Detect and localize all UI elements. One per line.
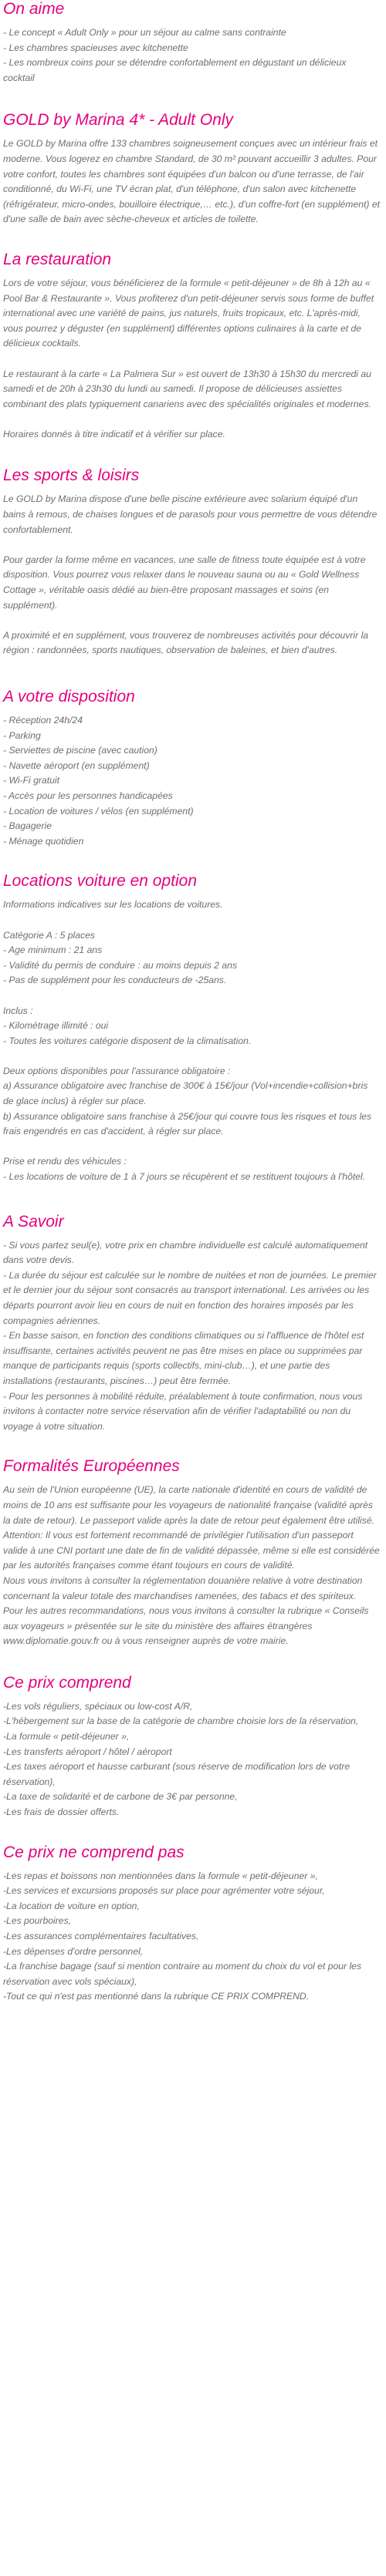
- text-line: A proximité et en supplément, vous trouverez de nombreuses activités pour découvrir la région : randonnées, sports nautiques, observation de baleines, et bien d'autres.: [3, 629, 369, 656]
- section-title: A Savoir: [3, 1212, 64, 1231]
- section-title: A votre disposition: [3, 688, 135, 705]
- section-title: On aime: [3, 0, 65, 18]
- list-item: - Pour les personnes à mobilité réduite, préalablement à toute confirmation, nous vous invitons à contacter notre service réservation afin de vérifier l'adaptabilité ou non du voyage à votre situation.: [3, 1390, 363, 1432]
- text-line: Au sein de l'Union européenne (UE), la carte nationale d'identité en cours de validité de moins de 10 ans est suffisante pour les voyageurs de nationalité française (validité après la date de retour). Le passeport valide après la date de retour peut également être utilisé.: [3, 1484, 375, 1526]
- section-ce-prix-ne-comprend-pas: [3, 1844, 380, 2005]
- paragraph-gap: [3, 1140, 380, 1155]
- text-line: Prise et rendu des véhicules :: [3, 1156, 127, 1167]
- section-formalites-europeennes: [3, 1457, 380, 1649]
- section-on-aime: [3, 0, 380, 86]
- paragraph-gap: [3, 613, 380, 628]
- list-item: -Les assurances complémentaires facultatives,: [3, 1931, 199, 1941]
- paragraph-gap: [3, 1049, 380, 1064]
- paragraph-gap: [3, 913, 380, 928]
- list-item: -Les pourboires,: [3, 1915, 72, 1927]
- section-title: Ce prix comprend: [3, 1673, 131, 1692]
- paragraph-gap: [3, 352, 380, 367]
- text-line: - Les chambres spacieuses avec kitchenette: [3, 42, 188, 53]
- list-item: -La location de voiture en option,: [3, 1900, 140, 1911]
- list-item: - Age minimum : 21 ans: [3, 945, 103, 956]
- section-title: Les sports & loisirs: [3, 466, 140, 485]
- section-ce-prix-comprend: [3, 1674, 380, 1820]
- section-title: La restauration: [3, 250, 112, 268]
- list-item: -Les frais de dossier offerts.: [3, 1807, 120, 1818]
- list-item: - Validité du permis de conduire : au moins depuis 2 ans: [3, 959, 238, 971]
- text-line: Le restaurant à la carte « La Palmera Sur » est ouvert de 13h30 à 15h30 du mercredi au samedi et de 20h à 23h30 du lundi au samedi. Il propose de délicieuses assiettes combinant des plats typiquement canariens avec des spécialités originales et modernes.: [3, 368, 371, 409]
- text-line: Le GOLD by Marina offre 133 chambres soigneusement conçues avec un intérieur frais et moderne. Vous logerez en chambre Standard, de 30 m² pouvant accueillir 3 adultes. Pour votre confort, toutes les chambres sont équipées d'un balcon ou d'une terrasse, de l'air conditionné, du Wi-Fi, une TV écran plat, d'un téléphone, d'un salon avec kitchenette (réfrigérateur, micro-ondes, bouilloire électrique,… etc.), d'un coffre-fort (en supplément) et d'une salle de bain avec sèche-cheveux et articles de toilette.: [3, 138, 381, 225]
- list-item: a) Assurance obligatoire avec franchise de 300€ à 15€/jour (Vol+incendie+collision+bris de glace inclus) à régler sur place.: [3, 1080, 368, 1107]
- list-item: - Navette aéroport (en supplément): [3, 759, 150, 771]
- text-line: Deux options disponibles pour l'assurance obligatoire :: [3, 1065, 231, 1076]
- list-item: -La formule « petit-déjeuner »,: [3, 1731, 130, 1743]
- list-item: -Les taxes aéroport et hausse carburant (sous réserve de modification lors de votre réservation),: [3, 1761, 350, 1787]
- text-line: Pour les autres recommandations, nous vous invitons à consulter la rubrique « Conseils aux voyageurs » présentée sur le site du ministère des affaires étrangères www.diplomatie.gouv.fr ou à vous renseigner auprès de votre mairie.: [3, 1605, 369, 1647]
- list-item: - Si vous partez seul(e), votre prix en chambre individuelle est calculé automatiquement dans votre devis.: [3, 1239, 368, 1266]
- list-item: -La taxe de solidarité et de carbone de 3€ par personne,: [3, 1791, 238, 1803]
- list-item: - La durée du séjour est calculée sur le nombre de nuitées et non de journées. Le premier et le dernier jour du séjour sont consacrés au transport international. Les arrivées ou les départs pourront avoir lieu en cours de nuit en fonction des horaires imposés par les compagnies aériennes.: [3, 1269, 377, 1326]
- list-item: - Bagagerie: [3, 820, 52, 832]
- text-line: - Le concept « Adult Only » pour un séjour au calme sans contrainte: [3, 27, 286, 38]
- list-item: - Wi-Fi gratuit: [3, 775, 60, 786]
- list-item: -Les transferts aéroport / hôtel / aéroport: [3, 1746, 172, 1757]
- list-item: -La franchise bagage (sauf si mention contraire au moment du choix du vol et pour les réservation avec vols spéciaux),: [3, 1961, 362, 1987]
- text-line: Le GOLD by Marina dispose d'une belle piscine extérieure avec solarium équipé d'un bains à remous, de chaises longues et de parasols pour vous permettre de vous détendre confortablement.: [3, 493, 378, 535]
- section-title: GOLD by Marina 4* - Adult Only: [3, 111, 233, 130]
- text-line: Horaires donnés à titre indicatif et à vérifier sur place.: [3, 428, 225, 439]
- section-restauration: [3, 251, 380, 443]
- list-item: -Les dépenses d'ordre personnel,: [3, 1945, 144, 1957]
- section-a-votre-disposition: [3, 688, 380, 849]
- list-item: -Tout ce qui n'est pas mentionné dans la rubrique CE PRIX COMPREND.: [3, 1991, 310, 2002]
- text-line: - Les nombreux coins pour se détendre confortablement en dégustant un délicieux cocktail: [3, 57, 347, 83]
- paragraph-gap: [3, 988, 380, 1004]
- list-item: -Les repas et boissons non mentionnées dans la formule « petit-déjeuner »,: [3, 1870, 318, 1881]
- list-item: - Serviettes de piscine (avec caution): [3, 745, 157, 756]
- text-line: Attention: Il vous est fortement recommandé de privilégier l'utilisation d'un passeport valide à une CNI portant une date de fin de validité dépassée, même si elle est considérée par les autorités françaises comme étant toujours en cours de validité.: [3, 1530, 380, 1571]
- list-item: -L'hébergement sur la base de la catégorie de chambre choisie lors de la réservation,: [3, 1716, 359, 1727]
- section-title: Locations voiture en option: [3, 872, 198, 891]
- list-item: b) Assurance obligatoire sans franchise à 25€/jour qui couvre tous les risques et tous les frais engendrés en cas d'accident, à régler sur place.: [3, 1110, 372, 1137]
- section-title: Ce prix ne comprend pas: [3, 1843, 185, 1861]
- text-line: Pour garder la forme même en vacances, une salle de fitness toute équipée est à votre disposition. Vous pourrez vous relaxer dans le nouveau sauna ou au « Gold Wellness Cottage », véritable oasis dédié au bien-être proposant massages et soins (en supplément).: [3, 554, 366, 611]
- list-item: -Les services et excursions proposés sur place pour agrémenter votre séjour,: [3, 1885, 325, 1897]
- text-line: Catégorie A : 5 places: [3, 929, 96, 941]
- list-item: - En basse saison, en fonction des conditions climatiques ou si l'affluence de l'hôtel est insuffisante, certaines activités peuvent ne pas être mises en place ou supprimées par manque de participants requis (sports collectifs, mini-club…), et une partie des installations (restaurants, piscines…) peut être fermée.: [3, 1330, 364, 1386]
- section-sports-loisirs: [3, 466, 380, 658]
- list-item: - Réception 24h/24: [3, 715, 83, 726]
- text-line: Lors de votre séjour, vous bénéficierez de la formule « petit-déjeuner » de 8h à 12h au « Pool Bar & Restaurante ». Vous profiterez d'un petit-déjeuner servis sous forme de buffet international avec une variété de pains, jus naturels, fruits tropicaux, etc. L'après-midi, vous pourrez y déguster (en supplément) différentes options culinaires à la carte et de délicieux cocktails.: [3, 277, 374, 349]
- list-item: - Les locations de voiture de 1 à 7 jours se récupèrent et se restituent toujours à l'hôtel.: [3, 1171, 366, 1183]
- list-item: - Location de voitures / vélos (en supplément): [3, 805, 194, 817]
- section-a-savoir: [3, 1213, 380, 1435]
- text-line: Nous vous invitons à consulter la réglementation douanière relative à votre destination concernant la valeur totale des marchandises ramenées, des tabacs et des spiriteux.: [3, 1574, 363, 1601]
- list-item: - Ménage quotidien: [3, 835, 84, 847]
- list-item: - Pas de supplément pour les conducteurs de -25ans.: [3, 975, 227, 986]
- list-item: - Toutes les voitures catégorie disposent de la climatisation.: [3, 1035, 252, 1046]
- list-item: - Parking: [3, 729, 41, 741]
- list-item: - Kilométrage illimité : oui: [3, 1020, 109, 1032]
- paragraph-gap: [3, 412, 380, 427]
- list-item: - Accès pour les personnes handicapées: [3, 790, 173, 801]
- text-line: Informations indicatives sur les locations de voitures.: [3, 899, 223, 911]
- text-line: Inclus :: [3, 1005, 33, 1016]
- list-item: -Les vols réguliers, spéciaux ou low-cost A/R,: [3, 1700, 193, 1712]
- section-title: Formalités Européennes: [3, 1457, 180, 1476]
- section-locations-voiture: [3, 872, 380, 1184]
- section-gold-by-marina: [3, 111, 380, 227]
- paragraph-gap: [3, 537, 380, 553]
